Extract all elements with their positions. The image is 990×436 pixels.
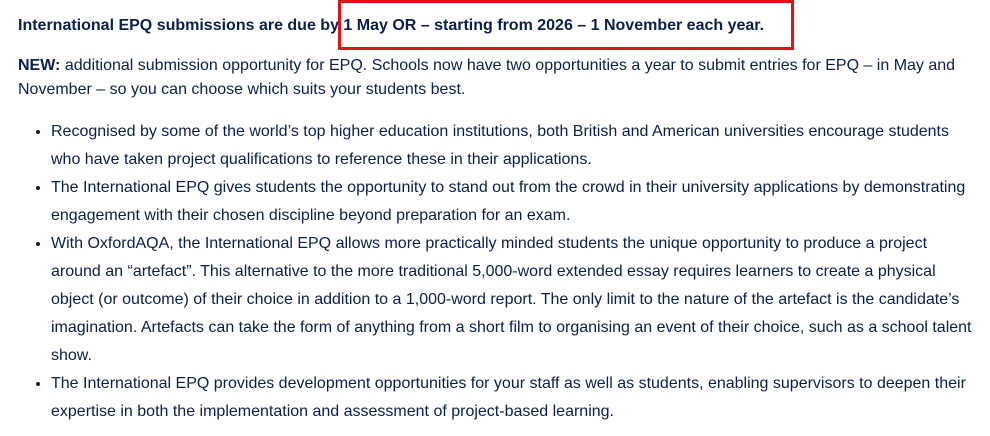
heading-prefix: International EPQ submissions are due by [18,17,344,34]
list-item: • The International EPQ gives students the opportunity to stand out from the crowd in their university applications by demonstrating engagement with their chosen discipline beyond preparation for an exam. [51,174,978,230]
intro-paragraph [18,54,978,102]
heading-highlighted-dates: 1 May OR – starting from 2026 – 1 November each year. [343,17,765,34]
list-item: • The International EPQ provides development opportunities for your staff as well as students, enabling supervisors to deepen their expertise in both the implementation and assessment of project-based learning. [51,370,978,426]
benefits-list [18,118,978,426]
submission-deadline-heading [18,14,978,38]
page-content [18,14,978,426]
new-label: NEW: [18,57,61,74]
list-item: • Recognised by some of the world’s top higher education institutions, both British and American universities encourage students who have taken project qualifications to reference these in their applications. [51,118,978,174]
intro-text: additional submission opportunity for EPQ. Schools now have two opportunities a year to submit entries for EPQ – in May and November – so you can choose which suits your students best. [18,57,956,98]
list-item: • With OxfordAQA, the International EPQ allows more practically minded students the unique opportunity to produce a project around an “artefact”. This alternative to the more traditional 5,000-word extended essay requires learners to create a physical object (or outcome) of their choice in addition to a 1,000-word report. The only limit to the nature of the artefact is the candidate’s imagination. Artefacts can take the form of anything from a short film to organising an event of their choice, such as a school talent show. [51,230,978,370]
